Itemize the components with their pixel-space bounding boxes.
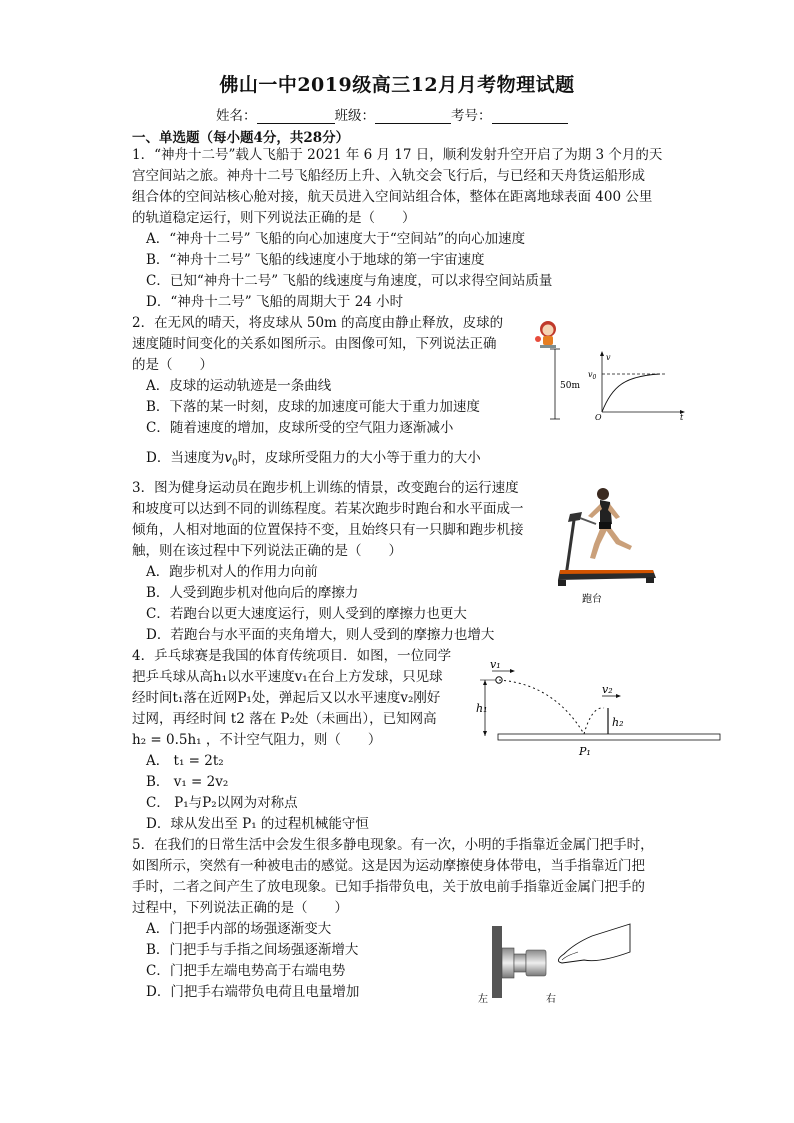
q4-line: 把乒乓球从高h₁以水平速度v₁在台上方发球，只见球 (132, 669, 443, 685)
q4-option-c[interactable]: C． P₁与P₂以网为对称点 (146, 795, 298, 811)
q3-line: 3．图为健身运动员在跑步机上训练的情景，改变跑台的运行速度 (132, 480, 519, 496)
q3-line: 倾角，人相对地面的位置保持不变，且始终只有一只脚和跑步机接 (132, 522, 524, 538)
class-label: 班级： (334, 108, 375, 124)
table (498, 734, 720, 740)
q1-line: 的轨道稳定运行，则下列说法正确的是（ ） (132, 210, 416, 226)
q3-line: 和坡度可以达到不同的训练程度。若某次跑步时跑台和水平面成一 (132, 501, 524, 517)
q1-option-d[interactable]: D．“神舟十二号” 飞船的周期大于 24 小时 (146, 294, 404, 310)
girl-icon (535, 321, 556, 348)
q4-option-a[interactable]: A． t₁ = 2t₂ (146, 753, 224, 769)
q4-option-b[interactable]: B． v₁ = 2v₂ (146, 774, 229, 790)
q5-option-c[interactable]: C．门把手左端电势高于右端电势 (146, 963, 346, 979)
p1-label: P₁ (579, 745, 591, 758)
q5-option-b[interactable]: B．门把手与手指之间场强逐渐增大 (146, 942, 359, 958)
q2-height-label: 50m (560, 381, 580, 391)
q4-line: h₂ = 0.5h₁ ，不计空气阻力，则（ ） (132, 732, 382, 748)
q5-option-d[interactable]: D．门把手右端带负电荷且电量增加 (146, 984, 360, 1000)
q1-option-a[interactable]: A．“神舟十二号” 飞船的向心加速度大于“空间站”的向心加速度 (146, 231, 526, 247)
q2-option-b[interactable]: B．下落的某一时刻，皮球的加速度可能大于重力加速度 (146, 399, 480, 415)
q5-line: 如图所示，突然有一种被电击的感觉。这是因为运动摩擦使身体带电，当手指靠近门把 (132, 858, 645, 874)
student-info-line (216, 104, 568, 124)
q2-origin-label: O (595, 413, 602, 422)
v1-label: v₁ (490, 658, 501, 671)
page-title: 佛山一中2019级高三12月月考物理试题 (219, 74, 575, 96)
v2-label: v₂ (602, 683, 613, 696)
q2-line: 2．在无风的晴天，将皮球从 50m 的高度由静止释放，皮球的 (132, 315, 504, 331)
q3-option-b[interactable]: B．人受到跑步机对他向后的摩擦力 (146, 585, 359, 601)
q1-option-c[interactable]: C．已知“神舟十二号” 飞船的线速度与角速度，可以求得空间站质量 (146, 273, 553, 289)
section-heading: 一、单选题（每小题4分，共28分） (132, 130, 350, 146)
q2-option-a[interactable]: A．皮球的运动轨迹是一条曲线 (146, 378, 332, 394)
treadmill-figure (548, 484, 663, 606)
q2-v0-label: $v_0$ (588, 370, 597, 381)
class-field[interactable] (375, 109, 451, 124)
q2-t-axis-label: t (680, 413, 684, 422)
name-field[interactable] (257, 109, 335, 124)
door-handle-figure (474, 922, 634, 1008)
q3-option-a[interactable]: A．跑步机对人的作用力向前 (146, 564, 318, 580)
q3-line: 触，则在该过程中下列说法正确的是（ ） (132, 543, 402, 559)
h1-label: h₁ (476, 702, 488, 715)
q5-line: 过程中，下列说法正确的是（ ） (132, 900, 348, 916)
q4-option-d[interactable]: D．球从发出至 P₁ 的过程机械能守恒 (146, 816, 369, 832)
q2-option-d[interactable]: D．当速度为$v_0$时，皮球所受阻力的大小等于重力的大小 (146, 450, 481, 469)
id-label: 考号： (451, 108, 492, 124)
q5-line: 5．在我们的日常生活中会发生很多静电现象。有一次，小明的手指靠近金属门把手时， (132, 837, 654, 853)
q1-line: 宫空间站之旅。神舟十二号飞船经历上升、入轨交会飞行后，与已经和天舟货运船形成 (132, 168, 645, 184)
q2-line: 的是（ ） (132, 357, 213, 373)
q1-line: 组合体的空间站核心舱对接，航天员进入空间站组合体，整体在距离地球表面 400 公里 (132, 189, 653, 205)
q3-option-c[interactable]: C．若跑台以更大速度运行，则人受到的摩擦力也更大 (146, 606, 467, 622)
q2-figure (530, 316, 690, 426)
door-panel (492, 926, 502, 998)
id-field[interactable] (492, 109, 568, 124)
q2-line: 速度随时间变化的关系如图所示。由图像可知，下列说法正确 (132, 336, 497, 352)
right-label: 右 (546, 994, 556, 1005)
q1-line: 1．“神舟十二号”载人飞船于 2021 年 6 月 17 日，顺利发射升空开启了为期 3 个月的天 (132, 147, 663, 163)
q2-v-axis-label: v (606, 353, 611, 362)
pingpong-figure (474, 656, 724, 758)
q4-line: 过网，再经时间 t2 落在 P₂处（未画出），已知网高 (132, 711, 437, 727)
name-label: 姓名： (216, 108, 257, 124)
q2-option-c[interactable]: C．随着速度的增加，皮球所受的空气阻力逐渐减小 (146, 420, 454, 436)
h2-label: h₂ (612, 716, 624, 729)
left-label: 左 (478, 994, 488, 1005)
hand-icon (558, 924, 630, 963)
q3-option-d[interactable]: D．若跑台与水平面的夹角增大，则人受到的摩擦力也增大 (146, 627, 495, 643)
q1-option-b[interactable]: B．“神舟十二号” 飞船的线速度小于地球的第一宇宙速度 (146, 252, 485, 268)
q4-line: 经时间t₁落在近网P₁处，弹起后又以水平速度v₂刚好 (132, 690, 441, 706)
door-handle-icon (502, 948, 546, 978)
q5-line: 手时，二者之间产生了放电现象。已知手指带负电，关于放电前手指靠近金属门把手的 (132, 879, 645, 895)
q4-line: 4．乒乓球赛是我国的体育传统项目．如图，一位同学 (132, 648, 452, 664)
q5-option-a[interactable]: A．门把手内部的场强逐渐变大 (146, 921, 332, 937)
treadmill-caption: 跑台 (582, 594, 602, 605)
